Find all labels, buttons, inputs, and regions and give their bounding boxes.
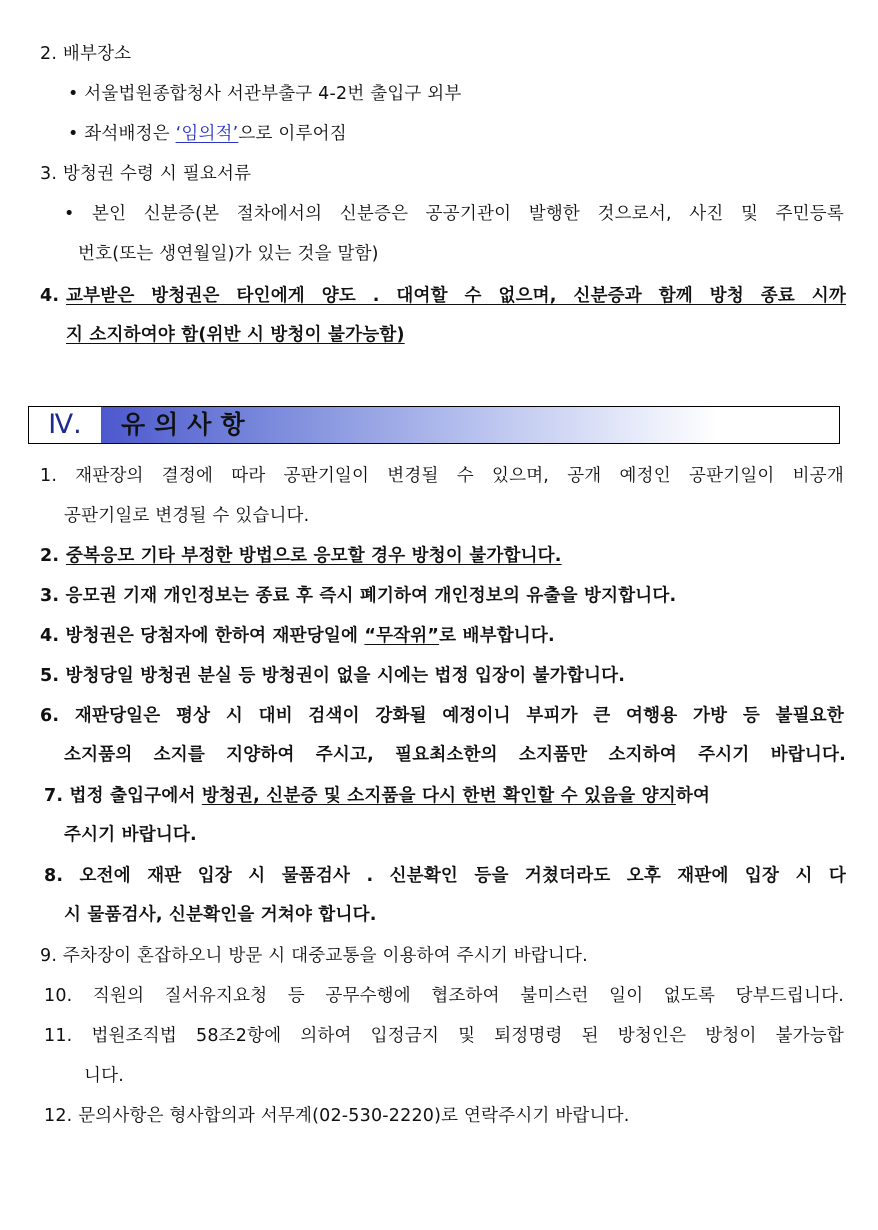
note-6-line1: 6. 재판당일은 평상 시 대비 검색이 강화될 예정이니 부피가 큰 여행용 가방 등 불필요한 [40, 706, 844, 726]
note-4-pre: 4. 방청권은 당첨자에 한하여 재판당일에 [40, 626, 365, 646]
seating-text-pre: • 좌석배정은 [68, 124, 176, 144]
note-4-post: 로 배부합니다. [439, 626, 555, 646]
section-header [28, 406, 840, 444]
item2-bullet-location: • 서울법원종합청사 서관부출구 4-2번 출입구 외부 [68, 84, 462, 104]
item4-line1: 교부받은 방청권은 타인에게 양도 . 대여할 수 없으며, 신분증과 함께 방청 종료 시까 [66, 286, 846, 306]
arbitrary-link[interactable]: ‘임의적’ [175, 124, 239, 144]
item4-line2: 지 소지하여야 함(위반 시 방청이 불가능함) [66, 325, 405, 345]
item3-bullet-line2: 번호(또는 생연월일)가 있는 것을 말함) [78, 244, 379, 264]
item4-number: 4. [40, 286, 60, 306]
note-6-line2: 소지품의 소지를 지양하여 주시고, 필요최소한의 소지품만 소지하여 주시기 바랍니다. [64, 745, 846, 765]
note-8-line1: 8. 오전에 재판 입장 시 물품검사 . 신분확인 등을 거쳤더라도 오후 재판에 입장 시 다 [44, 866, 846, 886]
section-number: Ⅳ. [29, 407, 101, 443]
section-title: 유의사항 [121, 410, 254, 439]
note-7-underlined: 방청권, 신분증 및 소지품을 다시 한번 확인할 수 있음을 양지 [201, 786, 676, 806]
item3-title: 3. 방청권 수령 시 필요서류 [40, 164, 252, 184]
note-1-line2: 공판기일로 변경될 수 있습니다. [64, 506, 310, 526]
note-4 [40, 623, 555, 649]
note-7-post: 하여 [675, 786, 711, 806]
note-7-line1 [44, 783, 844, 809]
note-8-line2: 시 물품검사, 신분확인을 거쳐야 합니다. [64, 905, 377, 925]
note-7-pre: 7. 법정 출입구에서 [44, 786, 202, 806]
note-12: 12. 문의사항은 형사합의과 서무계(02-530-2220)로 연락주시기 바랍니다. [44, 1106, 630, 1126]
note-7-line2: 주시기 바랍니다. [64, 825, 197, 845]
note-5: 5. 방청당일 방청권 분실 등 방청권이 없을 시에는 법정 입장이 불가합니다. [40, 666, 626, 686]
note-9: 9. 주차장이 혼잡하오니 방문 시 대중교통을 이용하여 주시기 바랍니다. [40, 946, 588, 966]
note-3: 3. 응모권 기재 개인정보는 종료 후 즉시 폐기하여 개인정보의 유출을 방지합니다. [40, 586, 677, 606]
item2-bullet-seating [68, 121, 347, 147]
note-11-line2: 니다. [84, 1066, 124, 1086]
note-11-line1: 11. 법원조직법 58조2항에 의하여 입정금지 및 퇴정명령 된 방청인은 방청이 불가능합 [44, 1026, 844, 1046]
note-10: 10. 직원의 질서유지요청 등 공무수행에 협조하여 불미스런 일이 없도록 당부드립니다. [44, 986, 844, 1006]
note-1-line1: 1. 재판장의 결정에 따라 공판기일이 변경될 수 있으며, 공개 예정인 공판기일이 비공개 [40, 466, 844, 486]
seating-text-post: 으로 이루어짐 [238, 124, 347, 144]
item3-bullet-line1: • 본인 신분증(본 절차에서의 신분증은 공공기관이 발행한 것으로서, 사진 및 주민등록 [64, 204, 844, 224]
note-4-random: “무작위” [364, 626, 440, 646]
note-2-number: 2. [40, 546, 60, 566]
note-2-text: 중복응모 기타 부정한 방법으로 응모할 경우 방청이 불가합니다. [66, 546, 562, 566]
item2-title: 2. 배부장소 [40, 44, 132, 64]
